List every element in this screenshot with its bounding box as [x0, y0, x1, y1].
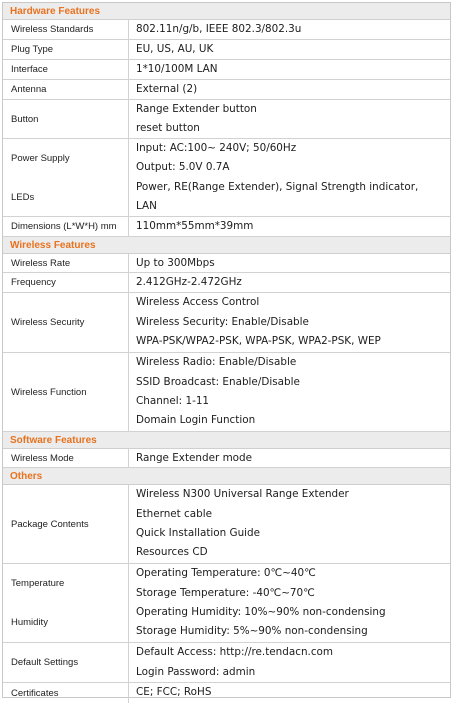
spec-value: Wireless N300 Universal Range Extender [136, 488, 349, 501]
spec-row-antenna [3, 80, 450, 100]
spec-row-wireless-security [3, 293, 450, 353]
spec-value: Range Extender mode [136, 452, 253, 464]
section-header-hardware [3, 3, 450, 20]
spec-row-wireless-rate [3, 254, 450, 273]
spec-value: Input: AC:100~ 240V; 50/60Hz [136, 142, 297, 154]
spec-value: WPA-PSK/WPA2-PSK, WPA-PSK, WPA2-PSK, WEP [136, 335, 381, 348]
spec-row-power-leds [3, 139, 450, 217]
spec-row-package-contents [3, 485, 450, 564]
section-header-wireless [3, 237, 450, 254]
spec-row-plug-type [3, 40, 450, 60]
spec-value: Storage Humidity: 5%~90% non-condensing [136, 625, 368, 638]
spec-label: Wireless Mode [3, 449, 129, 467]
spec-row-certificates [3, 683, 450, 703]
spec-label: Wireless Security [3, 293, 129, 352]
spec-value: Login Password: admin [136, 665, 256, 678]
spec-value: CE; FCC; RoHS [136, 686, 212, 699]
spec-label: Plug Type [3, 40, 129, 59]
spec-label: Dimensions (L*W*H) mm [3, 217, 129, 236]
spec-label: Button [3, 100, 129, 138]
section-header-others [3, 468, 450, 485]
spec-row-temperature-humidity [3, 564, 450, 643]
spec-value: 110mm*55mm*39mm [136, 220, 254, 232]
spec-label-power-supply: Power Supply [11, 153, 70, 164]
spec-label-humidity: Humidity [11, 617, 48, 628]
spec-value: Output: 5.0V 0.7A [136, 161, 230, 174]
section-header-software [3, 432, 450, 449]
spec-row-button [3, 100, 450, 139]
spec-value: Range Extender button [136, 103, 257, 115]
spec-label: Wireless Rate [3, 254, 129, 272]
section-title: Hardware Features [10, 5, 101, 17]
spec-label: Antenna [3, 80, 129, 99]
spec-value: Default Access: http://re.tendacn.com [136, 646, 334, 659]
spec-row-wireless-function [3, 353, 450, 432]
spec-value: Power, RE(Range Extender), Signal Strength indicator, [136, 180, 419, 193]
spec-row-wireless-mode [3, 449, 450, 468]
spec-value: Resources CD [136, 546, 208, 559]
spec-value: 2.412GHz-2.472GHz [136, 276, 242, 288]
spec-value: External (2) [136, 83, 198, 95]
spec-row-default-settings [3, 643, 450, 683]
spec-label: Default Settings [3, 643, 129, 682]
spec-value: Wireless Security: Enable/Disable [136, 315, 309, 328]
spec-value: Wireless Radio: Enable/Disable [136, 356, 297, 369]
spec-value: Storage Temperature: -40℃~70℃ [136, 586, 315, 599]
spec-label: Frequency [3, 273, 129, 292]
spec-value: Operating Temperature: 0℃~40℃ [136, 567, 316, 580]
spec-value: Wireless Access Control [136, 296, 260, 309]
spec-table [2, 2, 451, 698]
spec-row-wireless-standards [3, 20, 450, 40]
spec-value: Up to 300Mbps [136, 257, 215, 269]
spec-label: Interface [3, 60, 129, 79]
spec-value: reset button [136, 122, 200, 134]
spec-label: Certificates [3, 683, 129, 703]
spec-row-frequency [3, 273, 450, 293]
spec-label-temperature: Temperature [11, 578, 65, 589]
spec-value: Operating Humidity: 10%~90% non-condensing [136, 606, 386, 618]
spec-value: Ethernet cable [136, 507, 213, 520]
spec-label: Wireless Standards [3, 20, 129, 39]
section-title: Others [10, 470, 43, 482]
spec-value: LAN [136, 199, 157, 212]
spec-label-leds: LEDs [11, 192, 35, 203]
spec-value: 802.11n/g/b, IEEE 802.3/802.3u [136, 23, 302, 35]
spec-value: Quick Installation Guide [136, 527, 261, 539]
spec-value: EU, US, AU, UK [136, 43, 214, 55]
spec-label: Package Contents [3, 485, 129, 563]
spec-value: SSID Broadcast: Enable/Disable [136, 375, 300, 388]
spec-value: Channel: 1-11 [136, 395, 210, 407]
spec-value: Domain Login Function [136, 414, 256, 427]
spec-row-interface [3, 60, 450, 80]
spec-row-dimensions [3, 217, 450, 237]
spec-value: 1*10/100M LAN [136, 63, 218, 75]
spec-label: Wireless Function [3, 353, 129, 431]
section-title: Software Features [10, 434, 97, 446]
section-title: Wireless Features [10, 239, 96, 251]
